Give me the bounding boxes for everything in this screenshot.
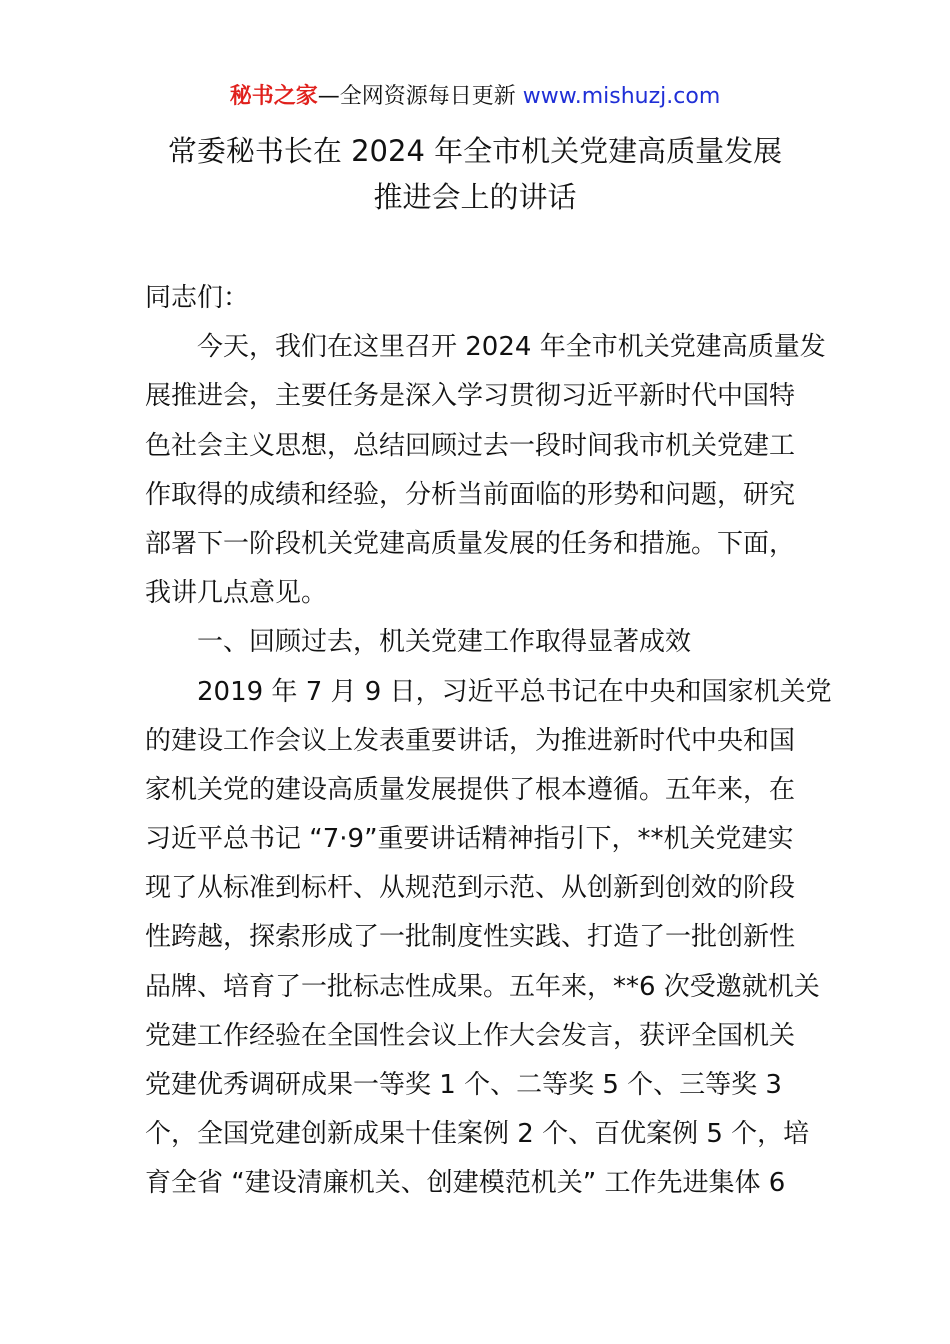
document-body bbox=[145, 274, 832, 1209]
body-line: 育全省 “建设清廉机关、创建模范机关” 工作先进集体 6 bbox=[145, 1168, 786, 1199]
body-line: 2019 年 7 月 9 日，习近平总书记在中央和国家机关党 bbox=[197, 676, 832, 707]
body-line: 的建设工作会议上发表重要讲话，为推进新时代中央和国 bbox=[145, 725, 796, 756]
body-line: 品牌、培育了一批标志性成果。五年来，**6 次受邀就机关 bbox=[145, 971, 820, 1002]
body-line: 性跨越，探索形成了一批制度性实践、打造了一批创新性 bbox=[145, 922, 796, 953]
body-line: 今天，我们在这里召开 2024 年全市机关党建高质量发 bbox=[197, 332, 826, 363]
body-line: 色社会主义思想，总结回顾过去一段时间我市机关党建工 bbox=[145, 430, 796, 461]
body-line: 党建工作经验在全国性会议上作大会发言，获评全国机关 bbox=[145, 1020, 796, 1051]
body-line: 展推进会，主要任务是深入学习贯彻习近平新时代中国特 bbox=[145, 381, 796, 412]
body-line: 习近平总书记 “7·9”重要讲话精神指引下，**机关党建实 bbox=[145, 824, 794, 855]
site-header bbox=[0, 80, 950, 114]
document-title bbox=[100, 128, 850, 220]
body-line: 家机关党的建设高质量发展提供了根本遵循。五年来，在 bbox=[145, 774, 796, 805]
site-tagline: —全网资源每日更新 bbox=[317, 84, 523, 109]
body-line: 作取得的成绩和经验，分析当前面临的形势和问题，研究 bbox=[145, 479, 796, 510]
body-line: 现了从标准到标杆、从规范到示范、从创新到创效的阶段 bbox=[145, 873, 796, 904]
body-line: 部署下一阶段机关党建高质量发展的任务和措施。下面， bbox=[145, 528, 796, 559]
body-line: 我讲几点意见。 bbox=[145, 578, 328, 609]
section-heading: 一、回顾过去，机关党建工作取得显著成效 bbox=[197, 627, 692, 658]
body-line: 个，全国党建创新成果十佳案例 2 个、百优案例 5 个，培 bbox=[145, 1119, 810, 1150]
salutation: 同志们： bbox=[145, 283, 250, 313]
site-url-link[interactable]: www.mishuzj.com bbox=[522, 84, 721, 109]
title-line-1: 常委秘书长在 2024 年全市机关党建高质量发展 bbox=[167, 134, 783, 168]
site-brand: 秘书之家 bbox=[229, 84, 318, 109]
title-line-2: 推进会上的讲话 bbox=[373, 180, 577, 214]
body-line: 党建优秀调研成果一等奖 1 个、二等奖 5 个、三等奖 3 bbox=[145, 1070, 782, 1100]
